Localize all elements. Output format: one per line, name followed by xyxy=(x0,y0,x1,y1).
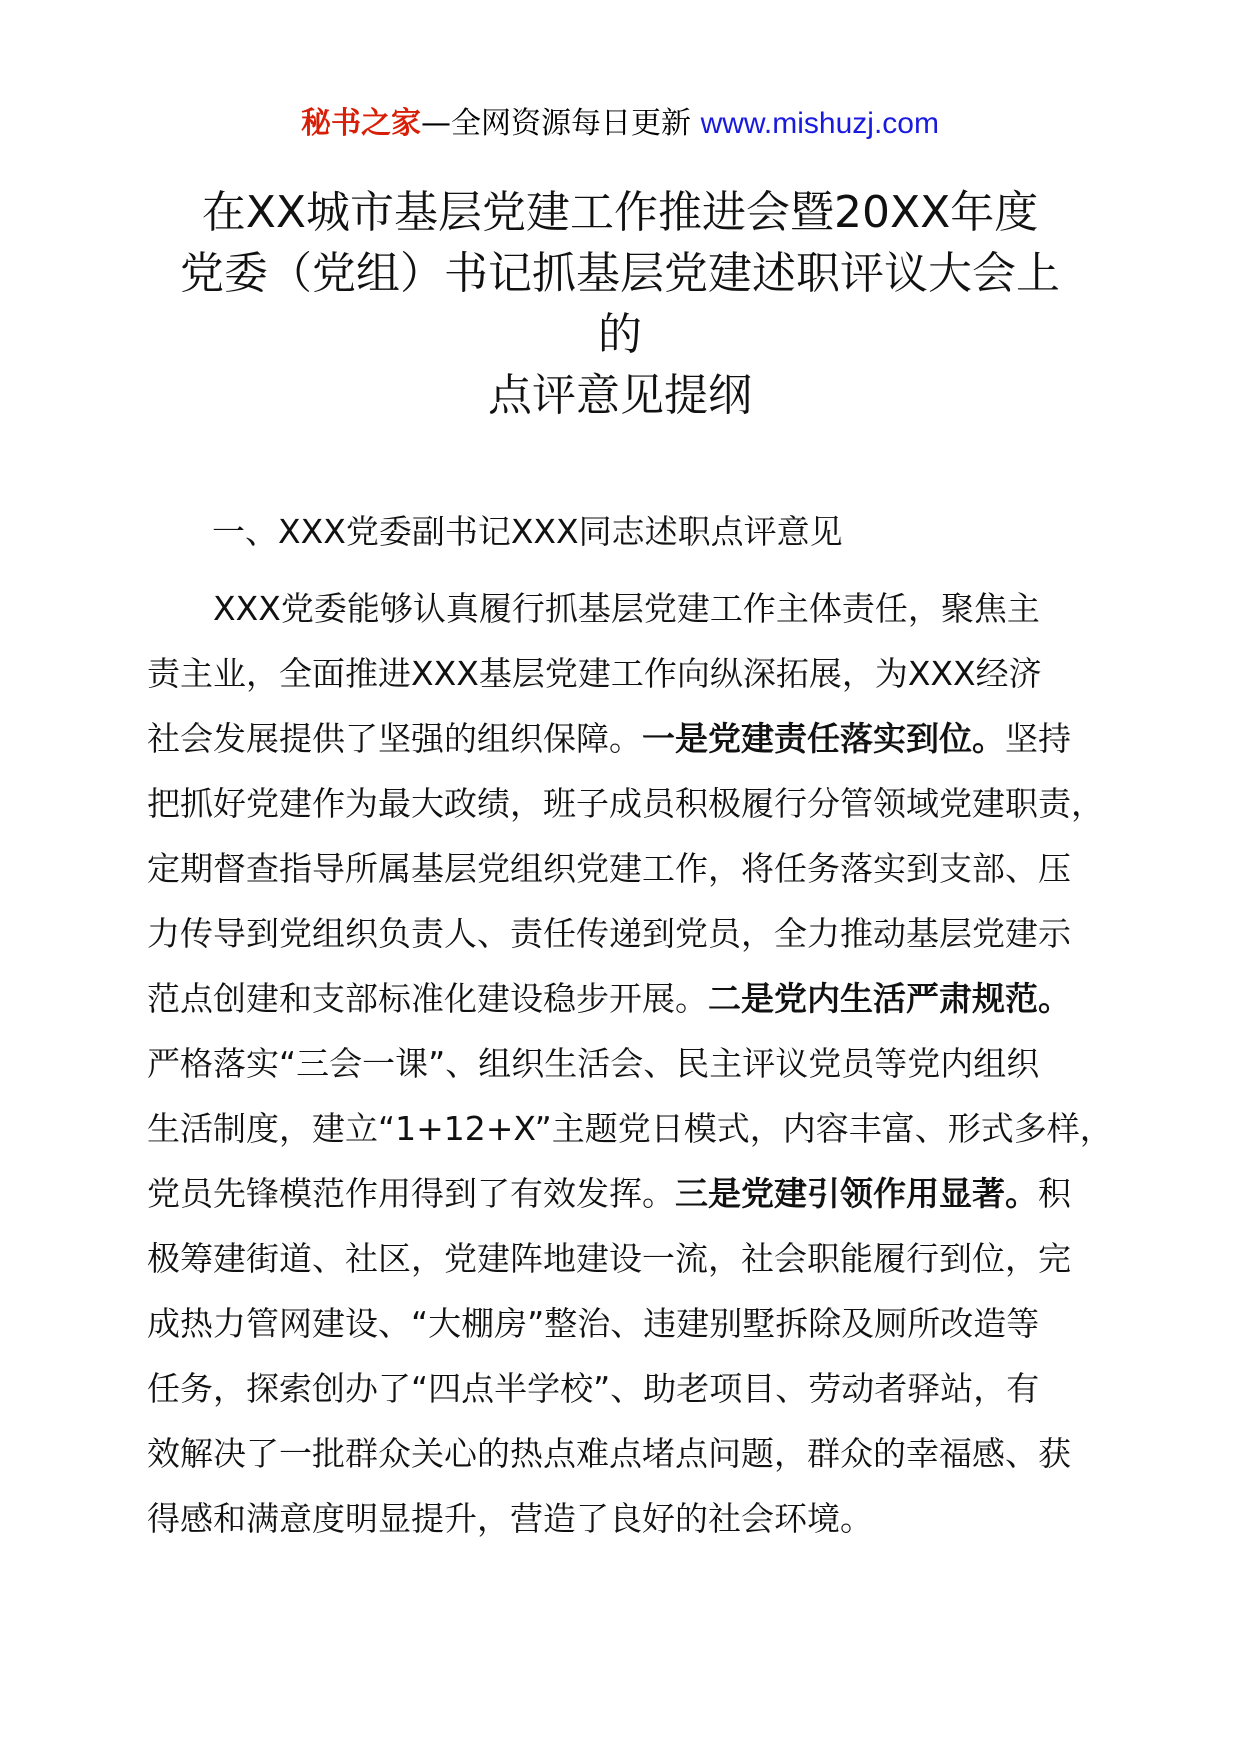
body-line: 得感和满意度明显提升，营造了良好的社会环境。 xyxy=(147,1499,873,1538)
site-banner xyxy=(0,102,1240,146)
body-line: 生活制度，建立“1+12+X”主题党日模式，内容丰富、形式多样， xyxy=(147,1109,1113,1148)
body-line: 任务，探索创办了“四点半学校”、助老项目、劳动者驿站，有 xyxy=(147,1369,1040,1408)
title-line: 党委（党组）书记抓基层党建述职评议大会上 xyxy=(180,248,1060,299)
body-line: 效解决了一批群众关心的热点难点堵点问题，群众的幸福感、获 xyxy=(147,1434,1071,1473)
emphasis-point-1: 一是党建责任落实到位。 xyxy=(642,719,1005,758)
title-line: 点评意见提纲 xyxy=(488,370,752,421)
body-text: 范点创建和支部标准化建设稳步开展。 xyxy=(147,979,708,1018)
emphasis-point-2: 二是党内生活严肃规范。 xyxy=(708,979,1071,1018)
body-line: 把抓好党建作为最大政绩，班子成员积极履行分管领域党建职责， xyxy=(147,784,1104,823)
body-text: 党员先锋模范作用得到了有效发挥。 xyxy=(147,1174,675,1213)
body-paragraph xyxy=(147,576,1123,1551)
title-line: 的 xyxy=(598,309,642,360)
body-line: 成热力管网建设、“大棚房”整治、违建别墅拆除及厕所改造等 xyxy=(147,1304,1040,1343)
section-heading: 一、XXX党委副书记XXX同志述职点评意见 xyxy=(212,512,843,551)
body-text: 积 xyxy=(1038,1174,1071,1213)
body-line: 力传导到党组织负责人、责任传递到党员，全力推动基层党建示 xyxy=(147,914,1071,953)
body-line xyxy=(147,1161,1123,1226)
body-line: 定期督查指导所属基层党组织党建工作，将任务落实到支部、压 xyxy=(147,849,1071,888)
body-line: 极筹建街道、社区，党建阵地建设一流，社会职能履行到位，完 xyxy=(147,1239,1071,1278)
title-line: 在XX城市基层党建工作推进会暨20XX年度 xyxy=(201,187,1039,238)
emphasis-point-3: 三是党建引领作用显著。 xyxy=(675,1174,1038,1213)
document-title xyxy=(120,182,1120,426)
body-text: 坚持 xyxy=(1005,719,1071,758)
banner-tagline: —全网资源每日更新 xyxy=(421,106,692,141)
body-line: 严格落实“三会一课”、组织生活会、民主评议党员等党内组织 xyxy=(147,1044,1040,1083)
body-line: XXX党委能够认真履行抓基层党建工作主体责任，聚焦主 xyxy=(213,589,1040,628)
body-line xyxy=(147,966,1123,1031)
brand-name: 秘书之家 xyxy=(301,106,422,141)
body-line xyxy=(147,706,1123,771)
body-text: 社会发展提供了坚强的组织保障。 xyxy=(147,719,642,758)
site-url-link[interactable]: www.mishuzj.com xyxy=(700,107,939,140)
body-line: 责主业，全面推进XXX基层党建工作向纵深拓展，为XXX经济 xyxy=(147,654,1042,693)
